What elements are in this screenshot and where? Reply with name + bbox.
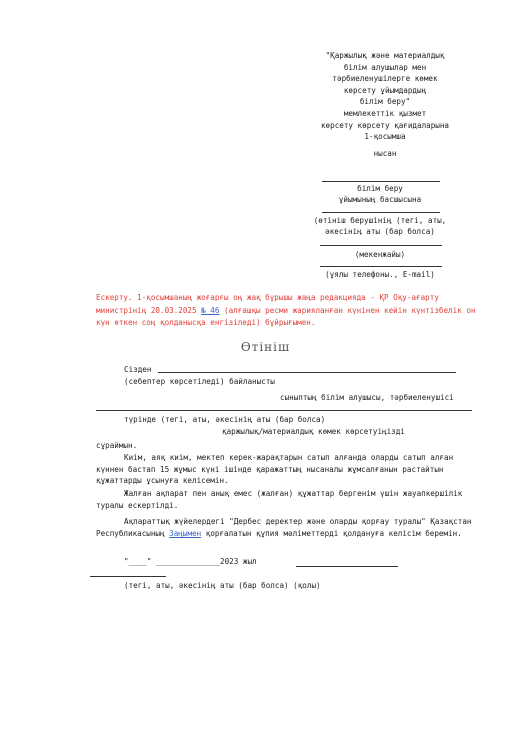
aid-label: қаржылық/материалдық көмек көрсетуіңізді xyxy=(222,427,405,436)
class-label: сыныптың білім алушысы, тәрбиеленушісі xyxy=(280,393,454,402)
document-title: Өтініш xyxy=(240,340,291,354)
header-line: 1-қосымша xyxy=(364,132,406,142)
request-text: сұраймын. xyxy=(96,441,138,450)
annex-header xyxy=(290,50,480,143)
applicant-label-1: (өтініш берушінің (тегі, аты, xyxy=(313,216,447,225)
signature-label: (тегі, аты, әкесінің аты (бар болса) (қолы) xyxy=(124,581,321,590)
applicant-line xyxy=(322,212,440,213)
student-line xyxy=(96,410,472,411)
note-text: Ескерту. 1-қосымшаның жоғарғы оң жақ бұрышы жаңа редакцияда - ҚР Оқу-ағарту министрінің 20.03.2025 xyxy=(96,293,439,315)
paragraph-consent xyxy=(96,516,476,539)
signature-line xyxy=(296,566,398,567)
header-line: көрсету ұйымдардың xyxy=(343,85,427,95)
header-line: білім беру" xyxy=(359,97,411,107)
from-label: Сізден xyxy=(124,365,152,374)
paragraph-liability: Жалған ақпарат пен анық емес (жалған) құжаттар бергенім үшін жауапкершілік туралы ескертілді. xyxy=(96,489,463,510)
form-label: нысан xyxy=(373,149,397,158)
order-link[interactable]: № 46 xyxy=(201,305,220,315)
head-label-1: білім беру xyxy=(357,184,403,193)
note-text-end: (алғашқы ресми жарияланған күнінен кейін күнтізбелік он күн өткен соң қолданысқа енгізіледі) бұйрығымен. xyxy=(96,305,476,328)
address-line xyxy=(320,245,442,246)
paragraph-clothes: Киім, аяқ киім, мектеп керек-жарақтарын сатып алғанда оларды сатып алған күннен бастап 15 жұмыс күні ішінде қаражаттың нысаналы жұмсалғанын растайтын құжаттарды ұсынуға келісемін. xyxy=(96,453,454,486)
header-line: білім алушылар мен xyxy=(343,62,427,72)
contact-line xyxy=(320,266,442,267)
applicant-label-2: әкесінің аты (бар болса) xyxy=(325,227,435,236)
header-line: "Қаржылық және материалдық xyxy=(325,51,445,60)
amendment-note xyxy=(96,292,476,330)
head-label-2: ұйымының басшысына xyxy=(338,195,422,204)
head-name-line xyxy=(322,181,440,182)
consent-text: Ақпараттық жүйелердегі "Дербес деректер және оларды қорғау туралы" Қазақстан Республикасының xyxy=(96,517,472,538)
fio-label: түрінде (тегі, аты, әкесінің аты (бар болса) xyxy=(124,415,326,424)
header-line: тәрбиеленушілерге көмек xyxy=(332,74,438,84)
contact-label: (ұялы телефоны., E-mail) xyxy=(325,270,435,279)
consent-text-end: қорғалатын құпия мәліметтерді қолдануға келісім беремін. xyxy=(201,528,462,538)
name-line xyxy=(90,576,166,577)
from-line xyxy=(158,372,456,373)
law-link[interactable]: Заңымен xyxy=(169,528,202,538)
header-line: көрсету көрсету қағидаларына xyxy=(320,120,449,130)
date-field: "____" ______________2023 жыл xyxy=(124,557,257,566)
header-line: мемлекеттік қызмет xyxy=(343,108,427,118)
reason-label: (себептер көрсетіледі) байланысты xyxy=(124,377,275,386)
address-label: (мекенжайы) xyxy=(354,250,406,259)
